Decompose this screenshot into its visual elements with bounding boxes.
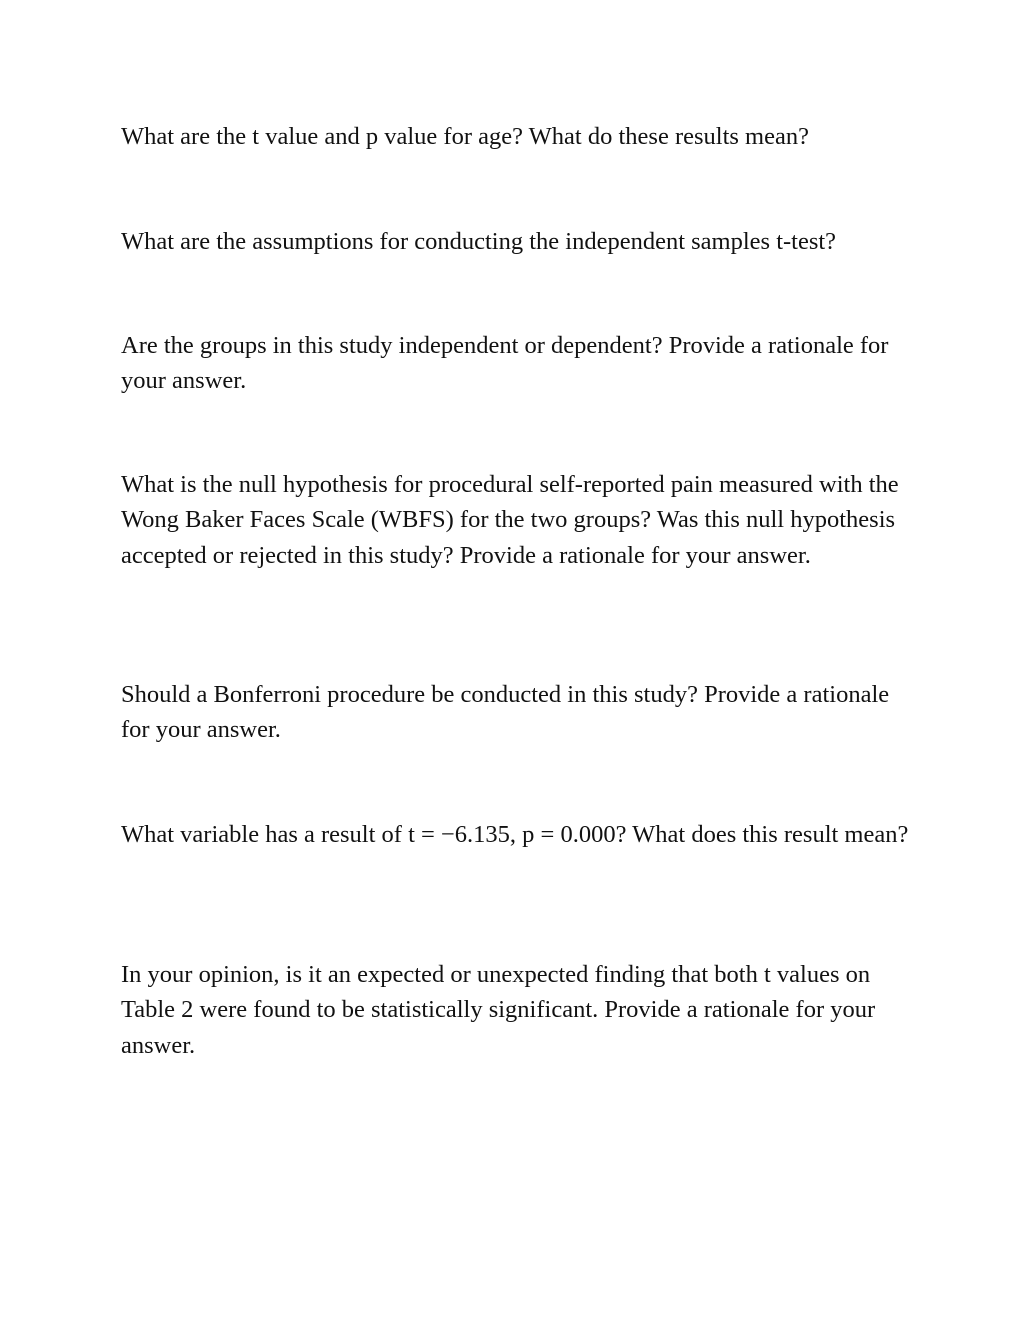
question-age-t-p-value: What are the t value and p value for age? What do these results mean?	[121, 123, 809, 150]
question-groups-independence: Are the groups in this study independent or dependent? Provide a rationale for your answer.	[121, 332, 889, 395]
question-variable-result: What variable has a result of t = −6.135, p = 0.000? What does this result mean?	[121, 821, 909, 848]
question-expected-finding: In your opinion, is it an expected or unexpected finding that both t values on Table 2 were found to be statistically significant. Provide a rationale for your answer.	[121, 961, 876, 1059]
question-t-test-assumptions: What are the assumptions for conducting the independent samples t-test?	[121, 228, 837, 255]
question-null-hypothesis-wbfs: What is the null hypothesis for procedural self-reported pain measured with the Wong Baker Faces Scale (WBFS) for the two groups? Was this null hypothesis accepted or rejected in this study? Provide a rationale for your answer.	[121, 471, 899, 569]
question-bonferroni-procedure: Should a Bonferroni procedure be conducted in this study? Provide a rationale for your answer.	[121, 681, 890, 744]
